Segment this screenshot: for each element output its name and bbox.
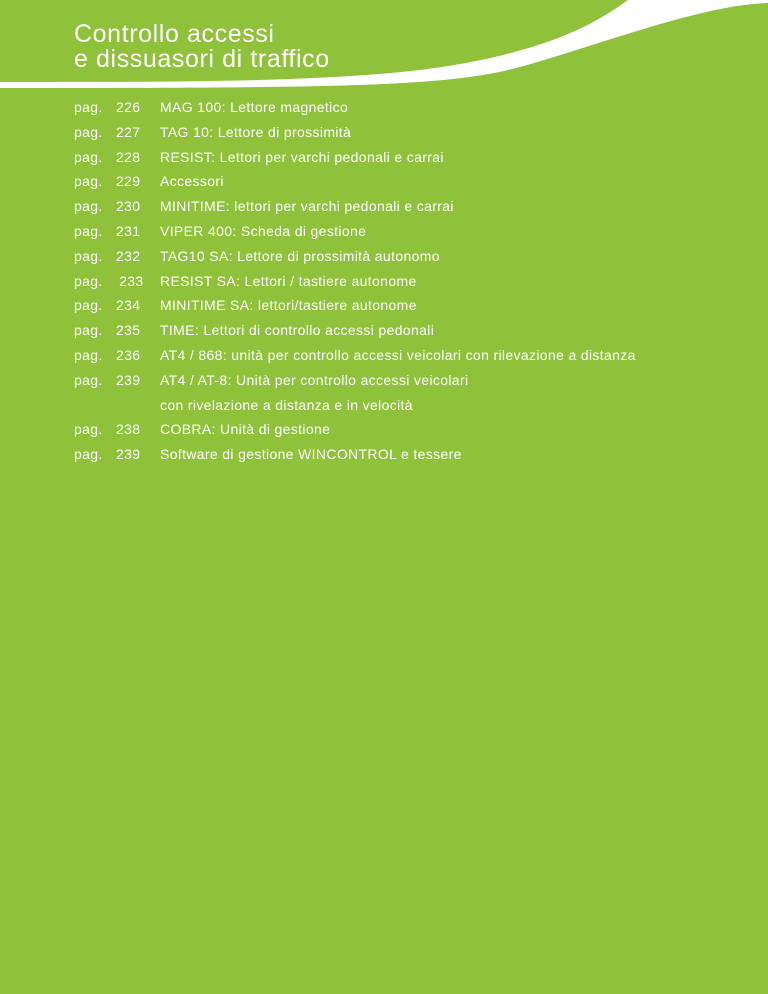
toc-entry bbox=[160, 145, 734, 170]
toc-entry-text: MINITIME: lettori per varchi pedonali e carrai bbox=[160, 198, 454, 215]
toc-row bbox=[74, 95, 734, 120]
toc-entry-text: Accessori bbox=[160, 173, 224, 190]
toc-page-label: pag. bbox=[74, 346, 103, 363]
toc-entry bbox=[160, 194, 734, 219]
toc-entry bbox=[160, 269, 734, 294]
toc-entry-text-continued: con rivelazione a distanza e in velocità bbox=[160, 396, 413, 413]
toc-entry bbox=[160, 318, 734, 343]
toc-page-label: pag. bbox=[74, 446, 103, 463]
toc-page-label: pag. bbox=[74, 173, 103, 190]
toc-page-label: pag. bbox=[74, 222, 103, 239]
toc-page-number: 239 bbox=[116, 371, 141, 388]
toc-entry bbox=[160, 120, 734, 145]
toc-page-label: pag. bbox=[74, 371, 103, 388]
toc-page-ref bbox=[74, 244, 160, 269]
toc-page-label: pag. bbox=[74, 247, 103, 264]
toc-row bbox=[74, 368, 734, 418]
toc-row bbox=[74, 194, 734, 219]
toc-page-number: 233 bbox=[119, 272, 144, 289]
page-title-line-1: Controllo accessi bbox=[74, 20, 275, 48]
toc-entry bbox=[160, 244, 734, 269]
toc-page-number: 234 bbox=[116, 297, 141, 314]
toc-page-ref bbox=[74, 169, 160, 194]
toc-row bbox=[74, 244, 734, 269]
toc-entry-text: TAG 10: Lettore di prossimità bbox=[160, 123, 352, 140]
toc-entry bbox=[160, 95, 734, 120]
toc-entry-text: Software di gestione WINCONTROL e tessere bbox=[160, 446, 462, 463]
toc-page-ref bbox=[74, 343, 160, 368]
toc-entry-text: TAG10 SA: Lettore di prossimità autonomo bbox=[160, 247, 440, 264]
page-title-line-2: e dissuasori di traffico bbox=[74, 45, 330, 73]
toc-page-ref bbox=[74, 442, 160, 467]
toc-page-ref bbox=[74, 293, 160, 318]
toc-page-label: pag. bbox=[74, 322, 103, 339]
toc-entry-text: TIME: Lettori di controllo accessi pedonali bbox=[160, 322, 435, 339]
toc-page-number: 229 bbox=[116, 173, 141, 190]
toc-page-ref bbox=[74, 120, 160, 145]
toc-page-label: pag. bbox=[74, 297, 103, 314]
toc-entry bbox=[160, 169, 734, 194]
toc-row bbox=[74, 442, 734, 467]
toc-page-number: 239 bbox=[116, 446, 141, 463]
toc-page-number: 235 bbox=[116, 322, 141, 339]
toc-entry-text: VIPER 400: Scheda di gestione bbox=[160, 222, 367, 239]
toc-row bbox=[74, 219, 734, 244]
toc-row bbox=[74, 120, 734, 145]
toc-entry-text: AT4 / AT-8: Unità per controllo accessi veicolari bbox=[160, 371, 469, 388]
toc-entry-text: AT4 / 868: unità per controllo accessi veicolari con rilevazione a distanza bbox=[160, 346, 636, 363]
toc-entry bbox=[160, 442, 734, 467]
toc-page-label: pag. bbox=[74, 272, 103, 289]
toc-page-ref bbox=[74, 145, 160, 170]
toc-page-ref bbox=[74, 95, 160, 120]
toc-entry-text: RESIST: Lettori per varchi pedonali e carrai bbox=[160, 148, 444, 165]
toc-entry bbox=[160, 293, 734, 318]
toc-entry bbox=[160, 368, 734, 418]
page-title bbox=[74, 22, 330, 72]
toc-row bbox=[74, 269, 734, 294]
toc-page-ref bbox=[74, 318, 160, 343]
toc-page-number: 227 bbox=[116, 123, 141, 140]
toc-page-label: pag. bbox=[74, 148, 103, 165]
toc-row bbox=[74, 145, 734, 170]
toc-page-number: 232 bbox=[116, 247, 141, 264]
toc-page-number: 226 bbox=[116, 99, 141, 115]
toc-page-ref bbox=[74, 417, 160, 442]
toc-page-number: 228 bbox=[116, 148, 141, 165]
toc-page-number: 236 bbox=[116, 346, 141, 363]
toc-entry bbox=[160, 219, 734, 244]
toc-row bbox=[74, 293, 734, 318]
toc-page-ref bbox=[74, 194, 160, 219]
toc-row bbox=[74, 417, 734, 442]
toc-page-label: pag. bbox=[74, 99, 103, 115]
toc-entry-text: MINITIME SA: lettori/tastiere autonome bbox=[160, 297, 417, 314]
toc-row bbox=[74, 343, 734, 368]
toc-page-label: pag. bbox=[74, 421, 103, 438]
toc-entry-text: MAG 100: Lettore magnetico bbox=[160, 99, 349, 115]
toc-page-number: 231 bbox=[116, 222, 141, 239]
toc-entry bbox=[160, 417, 734, 442]
toc-entry-text: RESIST SA: Lettori / tastiere autonome bbox=[160, 272, 417, 289]
toc-row bbox=[74, 169, 734, 194]
toc-row bbox=[74, 318, 734, 343]
toc-page-ref bbox=[74, 219, 160, 244]
toc-entry bbox=[160, 343, 734, 368]
toc-page-ref bbox=[74, 269, 160, 294]
toc-page-number: 230 bbox=[116, 198, 141, 215]
toc-page-label: pag. bbox=[74, 198, 103, 215]
toc-page-label: pag. bbox=[74, 123, 103, 140]
table-of-contents bbox=[74, 95, 734, 467]
toc-entry-text: COBRA: Unità di gestione bbox=[160, 421, 331, 438]
toc-page-ref bbox=[74, 368, 160, 393]
toc-page-number: 238 bbox=[116, 421, 141, 438]
